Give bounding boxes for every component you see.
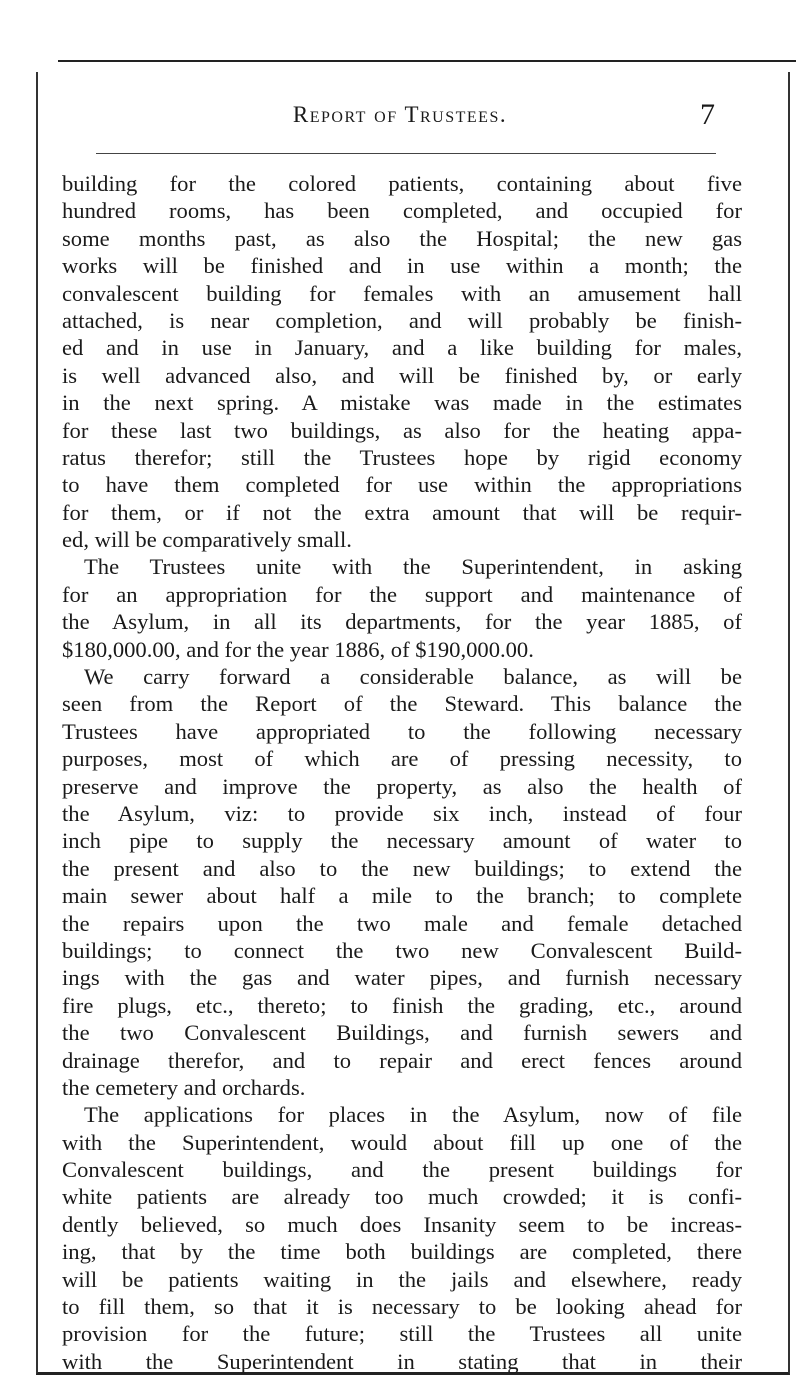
- text-line: ratus therefor; still the Trustees hope by rigid economy: [62, 444, 742, 470]
- text-line: ed, will be comparatively small.: [62, 527, 352, 553]
- text-line: works will be finished and in use within a month; the: [62, 253, 742, 279]
- text-line: Trustees have appropriated to the following necessary: [62, 718, 742, 744]
- text-line: Convalescent buildings, and the present buildings for: [62, 1157, 742, 1183]
- text-line: fire plugs, etc., thereto; to finish the grading, etc., around: [62, 992, 742, 1018]
- text-line: the cemetery and orchards.: [62, 1074, 306, 1100]
- text-line: ed and in use in January, and a like building for males,: [62, 335, 742, 361]
- running-head: Report of Trustees.: [292, 102, 508, 127]
- text-line: attached, is near completion, and will probably be finish-: [62, 307, 742, 333]
- text-line: purposes, most of which are of pressing necessity, to: [62, 746, 742, 772]
- text-line: building for the colored patients, containing about five: [62, 171, 742, 196]
- text-line: the present and also to the new buildings; to extend the: [62, 855, 742, 881]
- text-line: dently believed, so much does Insanity seem to be increas-: [62, 1211, 742, 1237]
- text-line: the repairs upon the two male and female detached: [62, 910, 742, 936]
- text-line: the Asylum, in all its departments, for the year 1885, of: [62, 609, 742, 635]
- page-number: 7: [700, 98, 715, 131]
- page-header: [0, 98, 800, 142]
- header-rule: [96, 153, 716, 154]
- text-line: hundred rooms, has been completed, and occupied for: [62, 198, 742, 224]
- text-line: in the next spring. A mistake was made in the estimates: [62, 390, 742, 416]
- text-line: for an appropriation for the support and maintenance of: [62, 581, 742, 607]
- text-line: to fill them, so that it is necessary to be looking ahead for: [62, 1294, 742, 1320]
- text-line: seen from the Report of the Steward. This balance the: [62, 691, 742, 717]
- text-line: white patients are already too much crowded; it is confi-: [62, 1184, 742, 1210]
- text-line: $180,000.00, and for the year 1886, of $190,000.00.: [62, 636, 534, 662]
- body-text: [62, 170, 742, 1375]
- text-line: We carry forward a considerable balance, as will be: [84, 664, 742, 690]
- text-line: main sewer about half a mile to the branch; to complete: [62, 883, 742, 909]
- text-line: with the Superintendent, would about fill up one of the: [62, 1129, 742, 1155]
- text-line: convalescent building for females with an amusement hall: [62, 280, 742, 306]
- text-line: drainage therefor, and to repair and erect fences around: [62, 1047, 742, 1073]
- text-line: ings with the gas and water pipes, and furnish necessary: [62, 965, 742, 991]
- top-rule: [58, 60, 796, 62]
- text-line: is well advanced also, and will be finished by, or early: [62, 362, 742, 388]
- text-line: the two Convalescent Buildings, and furnish sewers and: [62, 1020, 742, 1046]
- text-line: to have them completed for use within the appropriations: [62, 472, 742, 498]
- text-line: some months past, as also the Hospital; the new gas: [62, 225, 742, 251]
- text-line: with the Superintendent in stating that in their: [62, 1348, 742, 1374]
- text-line: inch pipe to supply the necessary amount of water to: [62, 828, 742, 854]
- text-line: ing, that by the time both buildings are completed, there: [62, 1239, 742, 1265]
- text-line: will be patients waiting in the jails and elsewhere, ready: [62, 1266, 742, 1292]
- text-line: The applications for places in the Asylum, now of file: [84, 1102, 742, 1128]
- text-line: provision for the future; still the Trustees all unite: [62, 1321, 742, 1347]
- text-line: for these last two buildings, as also for the heating appa-: [62, 417, 742, 443]
- text-line: the Asylum, viz: to provide six inch, instead of four: [62, 800, 742, 826]
- text-line: The Trustees unite with the Superintendent, in asking: [84, 554, 742, 580]
- text-line: for them, or if not the extra amount that will be requir-: [62, 499, 742, 525]
- text-line: buildings; to connect the two new Convalescent Build-: [62, 937, 742, 963]
- text-line: preserve and improve the property, as also the health of: [62, 773, 742, 799]
